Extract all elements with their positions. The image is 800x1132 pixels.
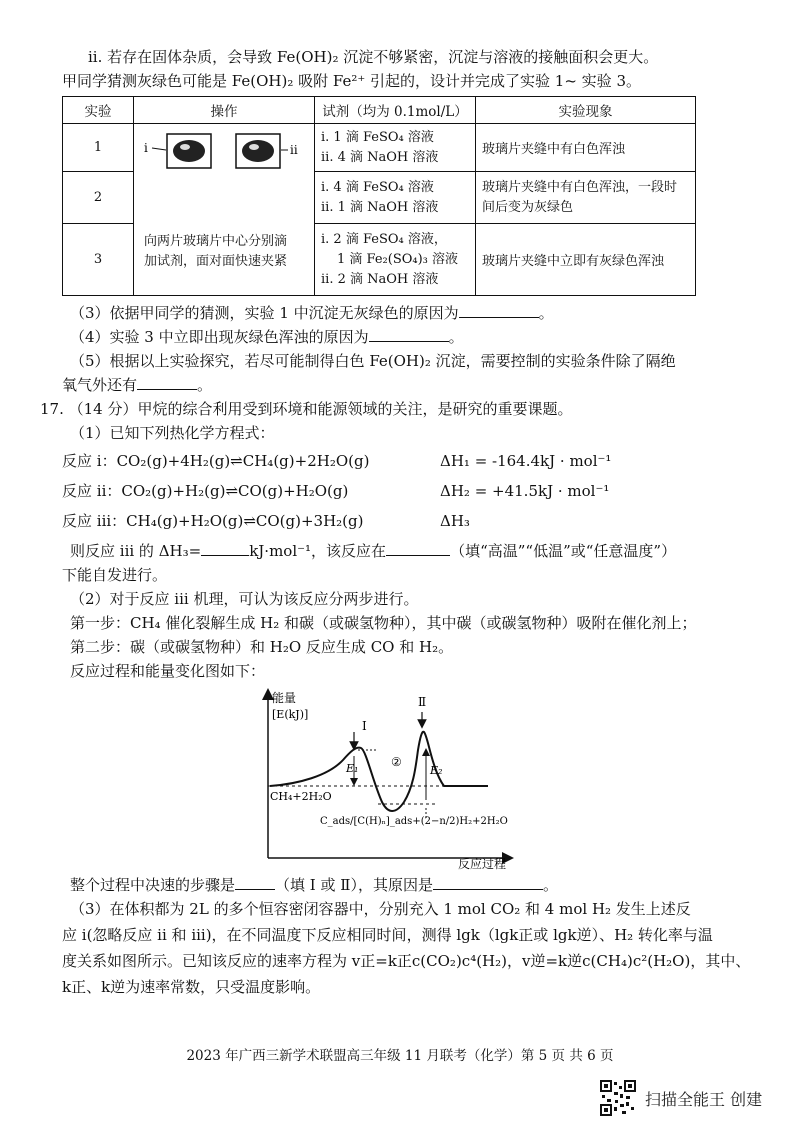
question-4: （4）实验 3 中立即出现灰绿色浑浊的原因为 。 <box>70 328 464 346</box>
intro-line-2: 甲同学猜测灰绿色可能是 Fe(OH)₂ 吸附 Fe²⁺ 引起的，设计并完成了实验 1~ 实验 3。 <box>62 72 641 90</box>
phenomenon-cell: 玻璃片夹缝中立即有灰绿色浑浊 <box>476 224 696 296</box>
q17-part-2: （2）对于反应 iii 机理，可认为该反应分两步进行。 <box>70 590 419 608</box>
intermediate-species-label: C_ads/[C(H)ₙ]_ads+(2−n/2)H₂+2H₂O <box>320 816 508 827</box>
header-reagent: 试剂（均为 0.1mol/L） <box>315 97 476 124</box>
reagent-line: ii. 1 滴 NaOH 溶液 <box>321 199 439 215</box>
reagent-cell <box>315 124 476 172</box>
row-num: 2 <box>63 172 134 224</box>
reaction-1: 反应 i：CO₂(g)+4H₂(g)⇌CH₄(g)+2H₂O(g) ΔH₁ = -164.4kJ · mol⁻¹ <box>62 452 612 470</box>
peak-2-label: Ⅱ <box>418 695 427 709</box>
operation-cell <box>134 124 315 296</box>
q17-ask-1-end: 下能自发进行。 <box>62 566 168 584</box>
reagent-line: i. 2 滴 FeSO₄ 溶液， <box>321 231 447 247</box>
step-2: 第二步：碳（或碳氢物种）和 H₂O 反应生成 CO 和 H₂。 <box>70 638 454 656</box>
reagent-cell <box>315 172 476 224</box>
qr-code-icon <box>600 1080 636 1116</box>
answer-blank <box>137 375 197 390</box>
q17-part-3-line-3: 度关系如图所示。已知该反应的速率方程为 v正=k正c(CO₂)c⁴(H₂)，v逆=k逆c(CH₄)c²(H₂O)，其中、 <box>62 952 751 970</box>
table-row <box>63 124 696 172</box>
q17-part-3-line-1: （3）在体积都为 2L 的多个恒容密闭容器中，分别充入 1 mol CO₂ 和 4 mol H₂ 发生上述反 <box>70 900 691 918</box>
diagram-intro: 反应过程和能量变化图如下： <box>70 662 266 680</box>
q17-part-1: （1）已知下列热化学方程式： <box>70 424 275 442</box>
q17-ask-1: 则反应 iii 的 ΔH₃= kJ·mol⁻¹，该反应在 （填“高温”“低温”或“任意温度”） <box>70 542 677 560</box>
reagent-line: ii. 2 滴 NaOH 溶液 <box>321 271 439 287</box>
glass-slide-figure <box>140 128 296 198</box>
phenomenon-cell: 玻璃片夹缝中有白色浑浊 <box>476 124 696 172</box>
slide-label-ii: ii <box>290 143 298 157</box>
y-axis-label: 能量 <box>272 691 297 705</box>
drop-right <box>242 140 274 162</box>
reaction-2: 反应 ii：CO₂(g)+H₂(g)⇌CO(g)+H₂O(g) ΔH₂ = +41.5kJ · mol⁻¹ <box>62 482 610 500</box>
answer-blank <box>433 875 543 890</box>
answer-blank <box>386 541 450 556</box>
answer-blank <box>235 875 275 890</box>
reagent-line: i. 1 滴 FeSO₄ 溶液 <box>321 129 434 145</box>
drop-left <box>173 140 205 162</box>
energy-diagram <box>258 690 518 871</box>
question-5-line-2: 氧气外还有 。 <box>62 376 213 394</box>
intro-line-1: ii. 若存在固体杂质，会导致 Fe(OH)₂ 沉淀不够紧密，沉淀与溶液的接触面积会更大。 <box>88 48 659 66</box>
delta-h-1: ΔH₁ = -164.4kJ · mol⁻¹ <box>440 452 612 470</box>
slide-label-i: i <box>144 141 148 155</box>
header-experiment: 实验 <box>63 97 134 124</box>
answer-blank <box>369 327 449 342</box>
table-header-row <box>63 97 696 124</box>
answer-blank <box>459 303 539 318</box>
start-species-label: CH₄+2H₂O <box>270 790 332 803</box>
q17-part-3-line-4: k正、k逆为速率常数，只受温度影响。 <box>62 978 321 996</box>
step-1: 第一步：CH₄ 催化裂解生成 H₂ 和碳（或碳氢物种），其中碳（或碳氢物种）吸附在催化剂上； <box>70 614 697 632</box>
question-17-title: 17. （14 分）甲烷的综合利用受到环境和能源领域的关注，是研究的重要课题。 <box>40 400 573 418</box>
phenomenon-cell: 玻璃片夹缝中有白色浑浊，一段时间后变为灰绿色 <box>476 172 696 224</box>
q17-ask-2: 整个过程中决速的步骤是 （填 Ⅰ 或 Ⅱ），其原因是 。 <box>70 876 558 894</box>
y-axis-unit: [E(kJ)] <box>272 708 309 721</box>
x-axis-label: 反应过程 <box>458 857 507 871</box>
operation-text: 向两片玻璃片中心分别滴加试剂，面对面快速夹紧 <box>144 234 288 269</box>
reagent-line: 1 滴 Fe₂(SO₄)₃ 溶液 <box>337 251 459 267</box>
e1-label: E₁ <box>346 762 359 775</box>
reagent-cell <box>315 224 476 296</box>
peak-1-label: Ⅰ <box>362 719 367 733</box>
delta-h-3: ΔH₃ <box>440 512 470 530</box>
reagent-line: ii. 4 滴 NaOH 溶液 <box>321 149 439 165</box>
header-operation: 操作 <box>134 97 315 124</box>
page-footer: 2023 年广西三新学术联盟高三年级 11 月联考（化学）第 5 页 共 6 页 <box>186 1048 614 1064</box>
row-num: 1 <box>63 124 134 172</box>
e2-label: E₂ <box>430 764 443 777</box>
header-phenomenon: 实验现象 <box>476 97 696 124</box>
scanner-watermark: 扫描全能王 创建 <box>645 1090 763 1109</box>
experiment-table <box>62 96 696 296</box>
q17-part-3-line-2: 应 i(忽略反应 ii 和 iii)，在不同温度下反应相同时间，测得 lgk（lgk正或 lgk逆）、H₂ 转化率与温 <box>62 926 713 944</box>
reaction-3: 反应 iii：CH₄(g)+H₂O(g)⇌CO(g)+3H₂(g) ΔH₃ <box>62 512 470 530</box>
delta-h-2: ΔH₂ = +41.5kJ · mol⁻¹ <box>440 482 610 500</box>
answer-blank <box>201 541 249 556</box>
step-2-marker: ② <box>391 755 402 769</box>
question-3: （3）依据甲同学的猜测，实验 1 中沉淀无灰绿色的原因为 。 <box>70 304 554 322</box>
question-5-line-1: （5）根据以上实验探究，若尽可能制得白色 Fe(OH)₂ 沉淀，需要控制的实验条件除了隔绝 <box>70 352 676 370</box>
row-num: 3 <box>63 224 134 296</box>
reagent-line: i. 4 滴 FeSO₄ 溶液 <box>321 179 434 195</box>
